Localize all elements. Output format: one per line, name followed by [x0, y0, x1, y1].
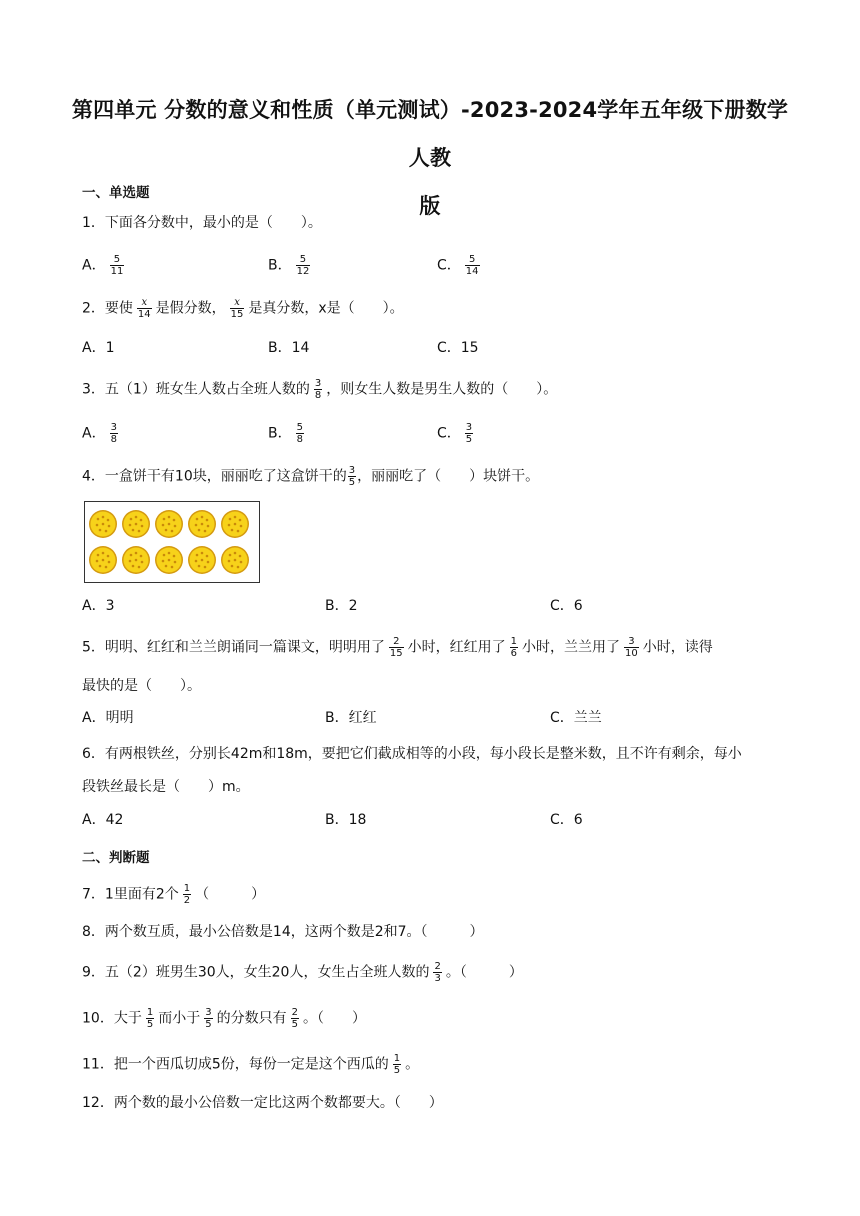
numerator: 3: [465, 422, 473, 433]
q3-option-a[interactable]: [82, 422, 122, 445]
section-heading-true-false: 二、判断题: [82, 850, 150, 866]
question-text: 7．1里面有2个: [82, 886, 179, 903]
answer-blank[interactable]: （ ）: [195, 886, 266, 903]
q4-option-a[interactable]: A．3: [82, 598, 115, 614]
question-7: [82, 883, 265, 906]
q5-option-c[interactable]: C．兰兰: [550, 710, 602, 726]
denominator: 5: [393, 1065, 401, 1076]
fraction: [433, 961, 441, 984]
numerator: 1: [183, 883, 191, 894]
question-12: 12．两个数的最小公倍数一定比这两个数都要大。（ ）: [82, 1095, 443, 1111]
q3-option-c[interactable]: [437, 422, 477, 445]
question-10: [82, 1007, 366, 1030]
question-text: 5．明明、红红和兰兰朗诵同一篇课文，明明用了: [82, 639, 385, 656]
q1-option-a[interactable]: [82, 254, 128, 277]
q5-option-b[interactable]: B．红红: [325, 710, 377, 726]
denominator: 14: [137, 309, 151, 320]
numerator: 5: [468, 254, 476, 265]
question-text: 小时，读得: [642, 639, 713, 656]
q5-option-a[interactable]: A．明明: [82, 710, 134, 726]
q2-option-c[interactable]: C．15: [437, 340, 479, 356]
cookie-icon: [88, 509, 118, 539]
question-text: 11．把一个西瓜切成5份，每份一定是这个西瓜的: [82, 1056, 389, 1073]
question-text: 小时，红红用了: [407, 639, 506, 656]
fraction: [465, 254, 480, 277]
section-heading-single-choice: 一、单选题: [82, 185, 150, 201]
question-2: [82, 297, 404, 320]
denominator: 5: [291, 1019, 298, 1030]
cookie-icon: [121, 545, 151, 575]
numerator: 1: [510, 636, 518, 647]
option-label: B．: [268, 257, 292, 274]
question-text: 小时，兰兰用了: [522, 639, 621, 656]
denominator: 10: [625, 648, 638, 659]
denominator: 5: [348, 477, 356, 488]
numerator: 3: [628, 636, 635, 647]
option-label: A．: [82, 257, 106, 274]
page-title-line2: 版: [419, 194, 441, 218]
cookie-icon: [220, 509, 250, 539]
question-text: 的分数只有: [216, 1010, 287, 1027]
fraction: [624, 636, 639, 659]
q1-option-b[interactable]: [268, 254, 314, 277]
denominator: 15: [230, 309, 244, 320]
denominator: 2: [183, 895, 191, 906]
option-label: A．: [82, 425, 106, 442]
question-text: 。: [405, 1056, 420, 1073]
fraction: [393, 1053, 401, 1076]
option-label: C．: [437, 257, 461, 274]
denominator: 5: [465, 434, 473, 445]
denominator: 6: [510, 648, 518, 659]
question-text: 是假分数，: [155, 300, 226, 317]
page-title: [70, 86, 790, 230]
question-9: [82, 961, 523, 984]
question-text: ，丽丽吃了（ ）块饼干。: [357, 468, 540, 485]
q2-option-a[interactable]: A．1: [82, 340, 115, 356]
numerator: 3: [110, 422, 117, 433]
option-label: C．: [437, 425, 461, 442]
question-text: 是真分数，x是（ ）。: [248, 300, 404, 317]
cookie-icon: [88, 545, 118, 575]
fraction: [204, 1007, 212, 1030]
question-text: 10．大于: [82, 1010, 142, 1027]
question-text: 3．五（1）班女生人数占全班人数的: [82, 381, 310, 398]
answer-blank[interactable]: 。（ ）: [445, 964, 523, 981]
question-text: 9．五（2）班男生30人，女生20人，女生占全班人数的: [82, 964, 430, 981]
q6-option-b[interactable]: B．18: [325, 812, 367, 828]
denominator: 3: [434, 973, 441, 984]
page-title-line1: 第四单元 分数的意义和性质（单元测试）-2023-2024学年五年级下册数学人教: [71, 98, 789, 170]
numerator: 5: [113, 254, 121, 265]
q1-option-c[interactable]: [437, 254, 484, 277]
question-5-line2: 最快的是（ ）。: [82, 678, 201, 694]
denominator: 5: [146, 1019, 154, 1030]
numerator: 2: [434, 961, 441, 972]
denominator: 5: [205, 1019, 212, 1030]
question-8: 8．两个数互质，最小公倍数是14，这两个数是2和7。（ ）: [82, 924, 484, 940]
cookie-icon: [187, 545, 217, 575]
fraction: [146, 1007, 154, 1030]
q6-option-a[interactable]: A．42: [82, 812, 124, 828]
question-4: [82, 465, 539, 488]
fraction: [230, 297, 245, 320]
question-3: [82, 378, 557, 401]
fraction: [291, 1007, 299, 1030]
fraction: [465, 422, 473, 445]
cookie-box-image: [84, 501, 260, 583]
fraction: [348, 465, 356, 488]
q2-option-b[interactable]: B．14: [268, 340, 310, 356]
fraction: [314, 378, 322, 401]
denominator: 8: [314, 390, 322, 401]
answer-blank[interactable]: 。（ ）: [302, 1010, 366, 1027]
question-1: 1．下面各分数中，最小的是（ ）。: [82, 215, 322, 231]
numerator: 3: [348, 465, 356, 476]
question-text: 4．一盒饼干有10块，丽丽吃了这盒饼干的: [82, 468, 347, 485]
numerator: 5: [299, 254, 307, 265]
numerator: 3: [314, 378, 322, 389]
cookie-icon: [154, 545, 184, 575]
numerator: 2: [393, 636, 400, 647]
cookie-icon: [220, 545, 250, 575]
numerator: 3: [205, 1007, 212, 1018]
fraction: [137, 297, 152, 320]
fraction: [389, 636, 404, 659]
fraction: [510, 636, 518, 659]
fraction: [296, 254, 311, 277]
fraction: [110, 422, 118, 445]
denominator: 8: [110, 434, 117, 445]
denominator: 12: [296, 266, 310, 277]
fraction: [183, 883, 191, 906]
q3-option-b[interactable]: [268, 422, 308, 445]
q4-option-b[interactable]: B．2: [325, 598, 358, 614]
numerator: 5: [296, 422, 303, 433]
cookie-icon: [121, 509, 151, 539]
cookie-icon: [154, 509, 184, 539]
numerator: x: [141, 297, 148, 308]
cookie-icon: [187, 509, 217, 539]
numerator: 1: [146, 1007, 154, 1018]
fraction: [296, 422, 304, 445]
option-label: B．: [268, 425, 292, 442]
numerator: 1: [393, 1053, 401, 1064]
denominator: 14: [465, 266, 479, 277]
q6-option-c[interactable]: C．6: [550, 812, 583, 828]
question-5: [82, 636, 713, 659]
numerator: x: [234, 297, 240, 308]
denominator: 11: [110, 266, 124, 277]
fraction: [110, 254, 125, 277]
q4-option-c[interactable]: C．6: [550, 598, 583, 614]
denominator: 8: [296, 434, 303, 445]
question-text: 2．要使: [82, 300, 133, 317]
numerator: 2: [291, 1007, 298, 1018]
question-6: 6．有两根铁丝，分别长42m和18m，要把它们截成相等的小段，每小段长是整米数，且不许有剩余，每小: [82, 746, 742, 762]
question-text: ，则女生人数是男生人数的（ ）。: [326, 381, 558, 398]
question-text: 而小于: [158, 1010, 201, 1027]
denominator: 15: [389, 648, 403, 659]
question-11: [82, 1053, 419, 1076]
question-6-line2: 段铁丝最长是（ ）m。: [82, 779, 250, 795]
